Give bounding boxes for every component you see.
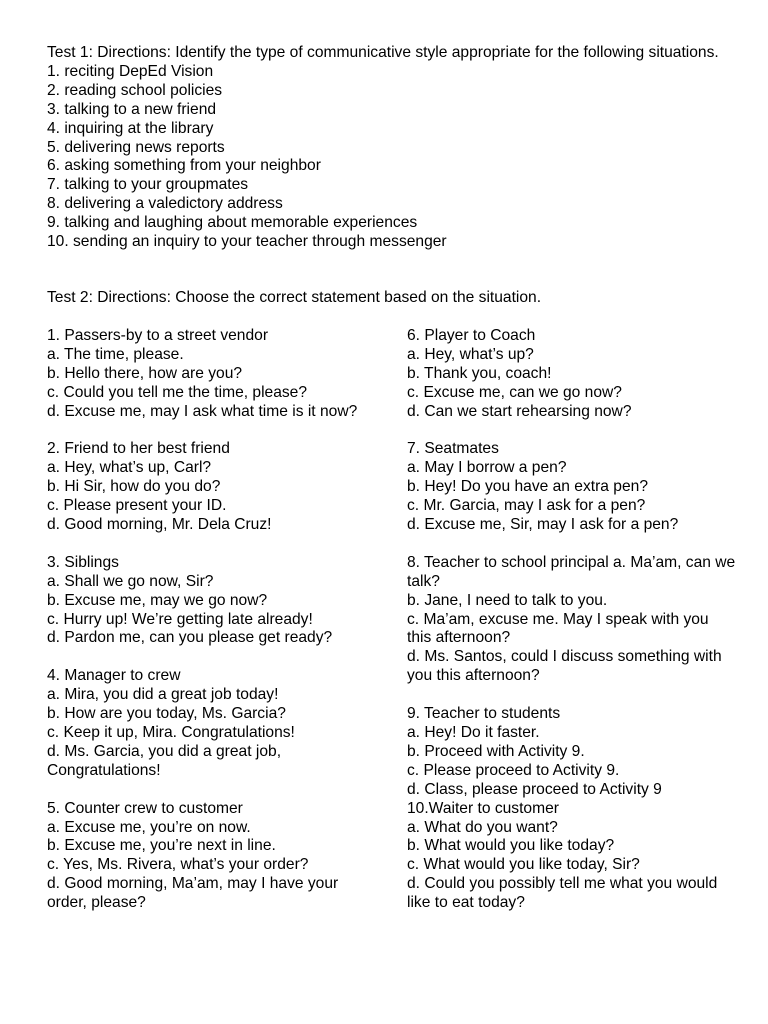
answer-option: c. Please proceed to Activity 9. bbox=[407, 761, 620, 779]
test1-item: 5. delivering news reports bbox=[47, 138, 225, 156]
answer-option: d. Class, please proceed to Activity 9 bbox=[407, 780, 662, 798]
question-block bbox=[47, 800, 367, 913]
answer-option: d. Pardon me, can you please get ready? bbox=[47, 629, 333, 647]
question-block bbox=[407, 440, 737, 535]
question-block bbox=[47, 327, 367, 422]
answer-option: d. Excuse me, Sir, may I ask for a pen? bbox=[407, 516, 679, 534]
answer-option: a. Shall we go now, Sir? bbox=[47, 572, 214, 590]
answer-option: b. Hey! Do you have an extra pen? bbox=[407, 478, 648, 496]
question-title: 9. Teacher to students bbox=[407, 705, 561, 723]
answer-option: c. Yes, Ms. Rivera, what’s your order? bbox=[47, 856, 309, 874]
question-block bbox=[47, 554, 367, 649]
answer-option: c. Mr. Garcia, may I ask for a pen? bbox=[407, 497, 646, 515]
question-title: 6. Player to Coach bbox=[407, 327, 536, 344]
answer-option: d. Good morning, Mr. Dela Cruz! bbox=[47, 516, 272, 534]
answer-option: b. Excuse me, you’re next in line. bbox=[47, 837, 276, 855]
question-title: 10.Waiter to customer bbox=[407, 799, 559, 817]
question-block bbox=[47, 440, 367, 535]
question-title: 1. Passers-by to a street vendor bbox=[47, 327, 269, 344]
answer-option: b. What would you like today? bbox=[407, 837, 615, 855]
answer-option: d. Could you possibly tell me what you would like to eat today? bbox=[407, 875, 718, 912]
answer-option: b. Thank you, coach! bbox=[407, 364, 552, 382]
question-title: 8. Teacher to school principal a. Ma’am, can we talk? bbox=[407, 553, 736, 590]
answer-option: d. Ms. Santos, could I discuss something with you this afternoon? bbox=[407, 648, 722, 685]
answer-option: c. Keep it up, Mira. Congratulations! bbox=[47, 723, 295, 741]
test1-item-list bbox=[47, 63, 737, 252]
test1-item: 9. talking and laughing about memorable experiences bbox=[47, 214, 418, 232]
answer-option: d. Ms. Garcia, you did a great job, Congratulations! bbox=[47, 742, 282, 779]
question-title: 2. Friend to her best friend bbox=[47, 440, 230, 458]
test1-directions: Test 1: Directions: Identify the type of communicative style appropriate for the following situations. bbox=[47, 44, 719, 61]
answer-option: c. What would you like today, Sir? bbox=[407, 856, 640, 874]
answer-option: a. What do you want? bbox=[407, 818, 558, 836]
test2-directions: Test 2: Directions: Choose the correct statement based on the situation. bbox=[47, 289, 542, 306]
test1-item: 3. talking to a new friend bbox=[47, 100, 217, 118]
answer-option: d. Excuse me, may I ask what time is it now? bbox=[47, 402, 358, 420]
answer-option: b. Hi Sir, how do you do? bbox=[47, 478, 221, 496]
answer-option: c. Could you tell me the time, please? bbox=[47, 383, 308, 401]
question-title: 3. Siblings bbox=[47, 553, 119, 571]
question-block bbox=[407, 800, 737, 913]
question-block bbox=[407, 554, 737, 686]
test1-item: 4. inquiring at the library bbox=[47, 119, 214, 137]
question-block bbox=[407, 705, 737, 800]
answer-option: c. Ma’am, excuse me. May I speak with you this afternoon? bbox=[407, 610, 709, 647]
answer-option: a. Hey! Do it faster. bbox=[407, 723, 540, 741]
answer-option: c. Excuse me, can we go now? bbox=[407, 383, 622, 401]
test1-item: 7. talking to your groupmates bbox=[47, 176, 249, 194]
question-title: 4. Manager to crew bbox=[47, 667, 181, 685]
test2-left-column bbox=[47, 327, 367, 913]
test1-item: 10. sending an inquiry to your teacher through messenger bbox=[47, 233, 447, 251]
answer-option: c. Hurry up! We’re getting late already! bbox=[47, 610, 313, 628]
answer-option: d. Can we start rehearsing now? bbox=[407, 402, 632, 420]
answer-option: b. Excuse me, may we go now? bbox=[47, 591, 268, 609]
answer-option: a. Mira, you did a great job today! bbox=[47, 686, 279, 704]
answer-option: b. Jane, I need to talk to you. bbox=[407, 591, 608, 609]
answer-option: a. The time, please. bbox=[47, 345, 184, 363]
test2-right-column bbox=[407, 327, 737, 913]
answer-option: a. May I borrow a pen? bbox=[407, 459, 567, 477]
answer-option: a. Hey, what’s up, Carl? bbox=[47, 459, 212, 477]
test1-section bbox=[47, 44, 737, 252]
answer-option: b. Hello there, how are you? bbox=[47, 364, 243, 382]
answer-option: b. How are you today, Ms. Garcia? bbox=[47, 705, 286, 723]
question-block bbox=[47, 667, 367, 780]
question-title: 5. Counter crew to customer bbox=[47, 799, 243, 817]
answer-option: a. Excuse me, you’re on now. bbox=[47, 818, 251, 836]
test1-item: 1. reciting DepEd Vision bbox=[47, 62, 214, 80]
answer-option: d. Good morning, Ma’am, may I have your order, please? bbox=[47, 875, 339, 912]
question-title: 7. Seatmates bbox=[407, 440, 499, 458]
answer-option: b. Proceed with Activity 9. bbox=[407, 742, 585, 760]
question-block bbox=[407, 327, 737, 422]
answer-option: c. Please present your ID. bbox=[47, 497, 227, 515]
test1-item: 6. asking something from your neighbor bbox=[47, 157, 321, 175]
answer-option: a. Hey, what’s up? bbox=[407, 345, 534, 363]
test1-item: 8. delivering a valedictory address bbox=[47, 195, 283, 213]
test1-item: 2. reading school policies bbox=[47, 81, 223, 99]
